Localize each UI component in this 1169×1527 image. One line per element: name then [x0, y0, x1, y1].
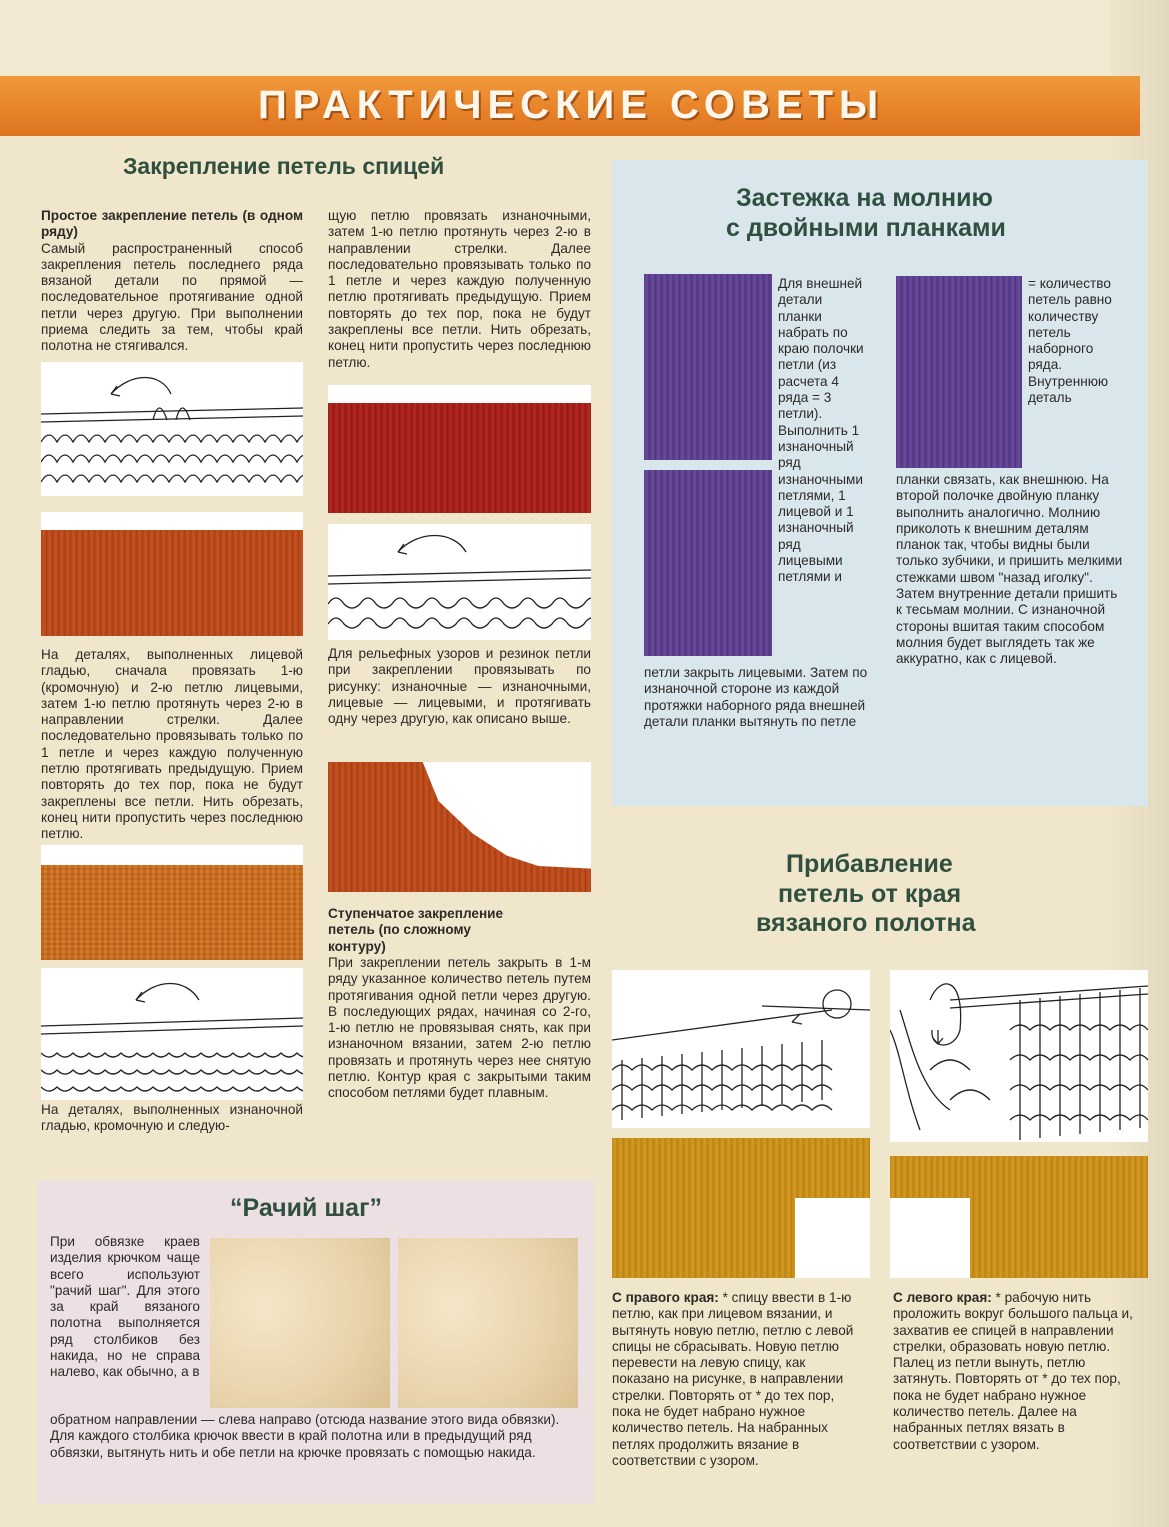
zipper-title-line2: с двойными планками [726, 214, 1006, 242]
zipper-title-line1: Застежка на молнию [736, 184, 993, 212]
increase-title-line1: Прибавление [786, 850, 953, 878]
page-title: ПРАКТИЧЕСКИЕ СОВЕТЫ [258, 83, 885, 127]
binding-off-col2-p1: щую петлю провязать изнаночными, затем 1-ю петлю протянуть через 2-ю в направлении стрелки. Далее последовательно провязывать только по 1 петле и через каждую полученную петлю протягивать предыдущую. Прием повторять до тех пор, пока не будут закреплены все петли. Нить обрезать, конец нити пропустить через последнюю петлю. [328, 208, 591, 370]
photo-increase-right-notch [795, 1198, 870, 1278]
photo-crab-stitch-1 [210, 1238, 390, 1408]
photo-zipper-1 [644, 274, 772, 460]
diagram-rib-bind-off [328, 524, 591, 640]
binding-off-p3: На деталях, выполненных изнаночной гладью, кромочную и следую- [41, 1102, 303, 1134]
crab-stitch-text-wide: обратном направлении — слева направо (отсюда название этого вида обвязки). Для каждого столбика крючок ввести в край полотна или в предыдущий ряд обвязки, вытянуть нить и обе петли на крючке провязать с помощью накида. [50, 1412, 560, 1460]
binding-off-p1: Самый распространенный способ закрепления петель последнего ряда вязаной детали по прямой — последовательное протягивание одной петли через другую. При выполнении приема следить за тем, чтобы край полотна не стягивался. [41, 240, 303, 354]
stepped-subhead: Ступенчатое закрепление петель (по сложному контуру) [328, 906, 504, 954]
diagram-bind-off-knit [41, 362, 303, 496]
binding-off-p2: На деталях, выполненных лицевой гладью, сначала провязать 1-ю (кромочную) и 2-ю петлю лицевыми, затем 1-ю петлю протянуть через 2-ю в направлении стрелки. Далее последовательно провязывать только по 1 петле и через каждую полученную петлю протягивать предыдущую. Прием повторять до тех пор, пока не будут закреплены все петли. Нить обрезать, конец нити пропустить через последнюю петлю. [41, 647, 303, 842]
increase-right-text [612, 1290, 865, 1469]
increase-title-line2: петель от края [778, 880, 962, 908]
photo-zipper-3 [896, 276, 1022, 468]
section-title-binding-off: Закрепление петель спицей [123, 153, 445, 179]
photo-zipper-2 [644, 470, 772, 656]
binding-off-col2-p2: Для рельефных узоров и резинок петли при закреплении провязывать по рисунку: изнаночные — изнаночными, лицевые — лицевыми, и протягивать одну через другую, как описано выше. [328, 646, 591, 727]
zipper-col1-tail: петли закрыть лицевыми. Затем по изнаночной стороне из каждой протяжки наборного ряда внешней детали планки вытянуть по петле [644, 665, 868, 729]
stepped-text: При закреплении петель закрыть в 1-м ряду указанное количество петель путем протягивания одной петли через другую. В последующих рядах, начиная со 2-го, 1-ю петлю не провязывая снять, как при изнаночном вязании, затем 2-ю петлю провязать и протянуть через нее снятую петлю. Контур края с закрытыми таким способом петлями будет плавным. [328, 955, 591, 1101]
zipper-col1-text: Для внешней детали планки набрать по краю полочки петли (из расчета 4 ряда = 3 петли). Выполнить 1 изнаночный ряд изнаночными петлями, 1 лицевой и 1 изнаночный ряд лицевыми петлями и [778, 276, 864, 585]
diagram-increase-left [890, 970, 1148, 1142]
increase-title-line3: вязаного полотна [756, 909, 976, 937]
photo-crab-stitch-2 [398, 1238, 578, 1408]
binding-off-col1-intro [41, 208, 303, 355]
photo-increase-left-notch [890, 1198, 970, 1278]
zipper-col2-text: = количество петель равно количеству петель наборного ряда. Внутреннюю деталь [1028, 276, 1112, 406]
crab-stitch-text-narrow: При обвязке краев изделия крючком чаще всего используют "рачий шаг". Для этого за край вязаного полотна выполняется ряд столбиков без накида, но не справа налево, как обычно, а в [50, 1234, 200, 1380]
zipper-col2-tail: планки связать, как внешнюю. На второй полочке двойную планку выполнить аналогично. Молнию приколоть к внешним деталям планок так, чтобы видны были только зубчики, и пришить мелкими стежками швом "назад иголку". Затем внутренние детали пришить к тесьмам молнии. С изнаночной стороны вшитая таким способом молния будет выглядеть так же аккуратно, как с лицевой. [896, 472, 1123, 667]
increase-left-label: С левого края: [893, 1290, 992, 1305]
top-margin [0, 0, 1169, 76]
increase-right-label: С правого края: [612, 1290, 719, 1305]
photo-bind-off-knit [41, 530, 303, 636]
increase-right-body: * спицу ввести в 1-ю петлю, как при лицевом вязании, и вытянуть новую петлю, петлю с левой спицы не сбрасывать. Новую петлю перевести на левую спицу, как показано на рисунке, в направлении стрелки. Повторять от * до тех пор, пока не будет набрано нужное количество петель. На набранных петлях продолжить вязание в соответствии с узором. [612, 1290, 854, 1468]
increase-left-body: * рабочую нить проложить вокруг большого пальца и, захватив ее спицей в направлении стрелки, образовать новую петлю. Палец из петли вынуть, петлю затянуть. Повторять от * до тех пор, пока не будет набрано нужное количество петель. Далее на набранных петлях вязать в соответствии с узором. [893, 1290, 1133, 1452]
crab-stitch-title: “Рачий шаг” [230, 1194, 382, 1222]
photo-rib-bind-off [328, 403, 591, 513]
increase-left-text [893, 1290, 1146, 1453]
photo-bind-off-purl [41, 865, 303, 960]
diagram-increase-right [612, 970, 870, 1128]
diagram-bind-off-purl [41, 968, 303, 1100]
binding-off-subhead: Простое закрепление петель (в одном ряду) [41, 208, 303, 240]
